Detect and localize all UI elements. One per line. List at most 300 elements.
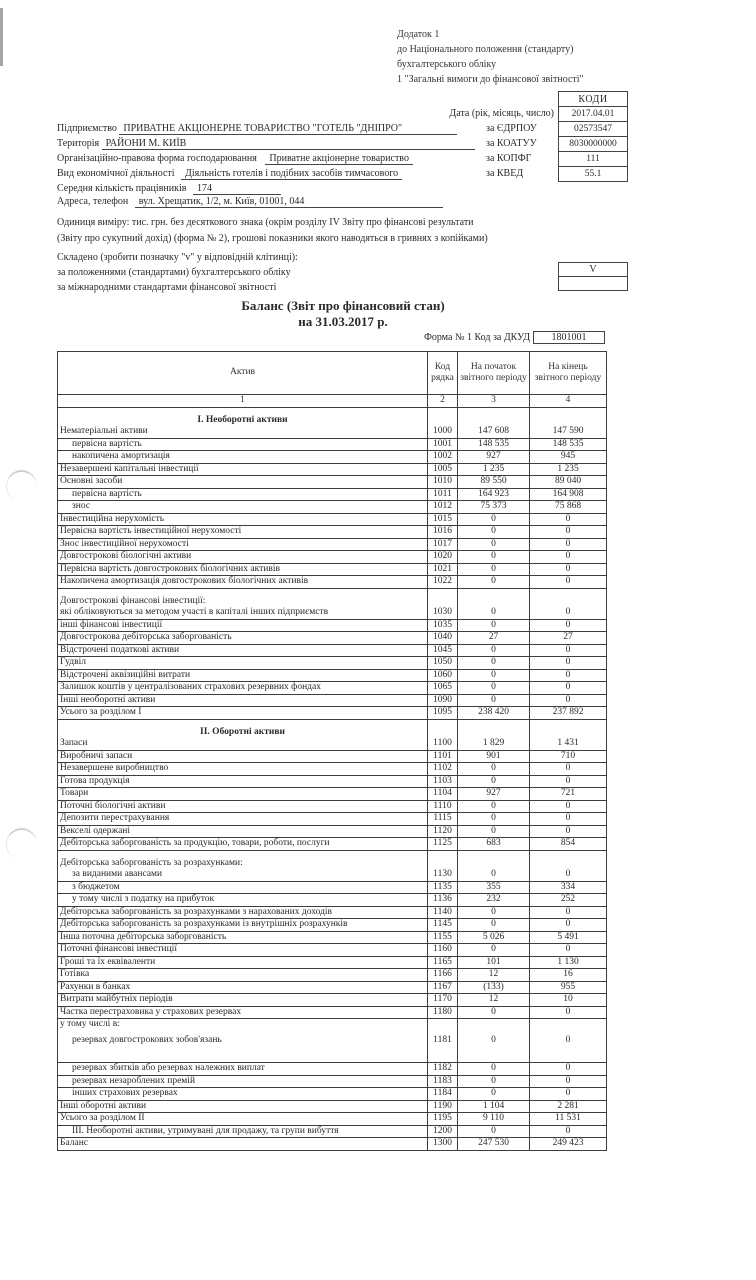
row-code: 1182 (428, 1063, 458, 1076)
row-end-value: 0 (530, 763, 607, 776)
row-code: 1110 (428, 800, 458, 813)
activity-value: Діяльність готелів і подібних засобів тимчасового (181, 168, 402, 180)
row-label-cell (58, 850, 428, 881)
row-label: первісна вартість (72, 488, 142, 499)
table-row (58, 850, 607, 881)
table-row (58, 1088, 607, 1101)
row-start-value: 1 235 (458, 463, 530, 476)
table-row (58, 800, 607, 813)
enterprise-field (57, 123, 457, 135)
row-code: 1021 (428, 563, 458, 576)
standards-checkbox-table (558, 262, 628, 291)
hole-punch-mark (6, 470, 37, 502)
row-start-value: 0 (458, 1075, 530, 1088)
address-label: Адреса, телефон (57, 196, 129, 207)
row-start-value: 355 (458, 881, 530, 894)
row-label: Інша поточна дебіторська заборгованість (60, 931, 227, 942)
table-row (58, 956, 607, 969)
row-label-heading: Дебіторська заборгованість за розрахунками: (60, 857, 243, 868)
row-start-value: 89 550 (458, 476, 530, 489)
dkud-code: 1801001 (533, 331, 605, 344)
row-label: Довгострокові біологічні активи (60, 551, 192, 561)
table-row (58, 682, 607, 695)
row-label: Готівка (60, 969, 90, 979)
row-start-value: 0 (458, 813, 530, 826)
row-end-value: 89 040 (530, 476, 607, 489)
row-label: інших страхових резервах (72, 1088, 178, 1098)
row-label: Дебіторська заборгованість за розрахунками з нарахованих доходів (60, 906, 333, 917)
row-label: Первісна вартість інвестиційної нерухомості (60, 526, 242, 536)
header-start: На початок звітного періоду (458, 352, 530, 395)
table-row (58, 407, 607, 438)
row-code: 1136 (428, 894, 458, 907)
row-label-cell (58, 644, 428, 657)
row-start-value: 27 (458, 632, 530, 645)
row-end-value: 148 535 (530, 438, 607, 451)
table-row (58, 657, 607, 670)
row-code: 1125 (428, 838, 458, 851)
row-label: Інші необоротні активи (60, 694, 156, 705)
row-label: які обліковуються за методом участі в капіталі інших підприємств (60, 607, 329, 617)
table-row (58, 919, 607, 932)
table-row (58, 906, 607, 919)
row-label-cell (58, 669, 428, 682)
row-label-cell (58, 707, 428, 720)
row-label-cell (58, 657, 428, 670)
row-label-cell (58, 694, 428, 707)
table-row (58, 1138, 607, 1151)
legal-form-label: Організаційно-правова форма господарювання (57, 153, 257, 164)
row-start-value: 0 (458, 850, 530, 881)
row-label: Основні засоби (60, 476, 123, 486)
row-start-value: 0 (458, 644, 530, 657)
row-label-cell (58, 825, 428, 838)
table-row (58, 881, 607, 894)
table-row (58, 619, 607, 632)
row-code: 1012 (428, 501, 458, 514)
row-label: Дебіторська заборгованість за продукцію, товари, роботи, послуги (60, 838, 330, 848)
row-code: 1140 (428, 906, 458, 919)
kopfg-label: за КОПФГ (486, 153, 532, 164)
row-end-value: 0 (530, 682, 607, 695)
international-standards-checkbox[interactable] (559, 277, 628, 291)
row-label: Відстрочені аквізиційні витрати (60, 669, 191, 680)
row-start-value: 0 (458, 800, 530, 813)
scan-edge-mark (0, 8, 3, 66)
row-label-cell (58, 407, 428, 438)
activity-label: Вид економічної діяльності (57, 168, 175, 179)
row-label-cell (58, 763, 428, 776)
table-row (58, 538, 607, 551)
row-label: первісна вартість (72, 438, 142, 449)
row-label: Дебіторська заборгованість за розрахунками із внутрішніх розрахунків (60, 919, 348, 929)
row-start-value: 0 (458, 538, 530, 551)
unit-note (57, 215, 597, 247)
row-end-value: 0 (530, 944, 607, 957)
row-label: Запаси (60, 738, 88, 748)
annex-line: бухгалтерського обліку (397, 59, 497, 70)
row-code: 1011 (428, 488, 458, 501)
row-code: 1020 (428, 551, 458, 564)
row-end-value: 0 (530, 906, 607, 919)
row-label-cell (58, 881, 428, 894)
row-label: Векселі одержані (60, 825, 131, 836)
row-start-value: 0 (458, 1019, 530, 1063)
unit-note-line: Одиниця виміру: тис. грн. без десяткового знака (окрім розділу IV Звіту про фінансові результати (57, 217, 474, 228)
row-code: 1001 (428, 438, 458, 451)
table-row (58, 551, 607, 564)
row-label-cell (58, 931, 428, 944)
row-code: 1130 (428, 850, 458, 881)
row-end-value: 1 235 (530, 463, 607, 476)
row-label-cell (58, 513, 428, 526)
table-row (58, 707, 607, 720)
row-end-value: 945 (530, 451, 607, 464)
row-code: 1180 (428, 1006, 458, 1019)
table-row (58, 463, 607, 476)
hole-punch-mark (6, 828, 37, 860)
row-label-cell (58, 800, 428, 813)
employees-field (57, 183, 281, 195)
row-label-cell (58, 1088, 428, 1101)
row-code: 1195 (428, 1113, 458, 1126)
row-end-value: 0 (530, 619, 607, 632)
table-row (58, 981, 607, 994)
row-label-cell (58, 488, 428, 501)
row-code: 1103 (428, 775, 458, 788)
row-label: інші фінансові інвестиції (60, 619, 163, 630)
row-label-cell (58, 438, 428, 451)
row-label-cell (58, 981, 428, 994)
edrpou-value: 02573547 (559, 122, 628, 137)
row-end-value: 0 (530, 850, 607, 881)
row-start-value: 0 (458, 1088, 530, 1101)
date-value: 2017.04.01 (559, 107, 628, 122)
annex-line: Додаток 1 (397, 29, 440, 40)
row-start-value: 0 (458, 669, 530, 682)
row-start-value: 238 420 (458, 707, 530, 720)
row-code: 1010 (428, 476, 458, 489)
table-row (58, 1063, 607, 1076)
row-code: 1155 (428, 931, 458, 944)
row-end-value: 237 892 (530, 707, 607, 720)
row-code: 1135 (428, 881, 458, 894)
row-end-value: 0 (530, 1075, 607, 1088)
legal-form-field (57, 153, 413, 165)
row-label-cell (58, 588, 428, 619)
row-code: 1016 (428, 526, 458, 539)
table-row (58, 1100, 607, 1113)
row-code: 1005 (428, 463, 458, 476)
row-end-value: 721 (530, 788, 607, 801)
row-code: 1040 (428, 632, 458, 645)
address-value: вул. Хрещатик, 1/2, м. Київ, 01001, 044 (135, 196, 443, 208)
row-label: Нематеріальні активи (60, 426, 148, 436)
row-end-value: 0 (530, 1019, 607, 1063)
row-label-cell (58, 813, 428, 826)
row-label-cell (58, 1100, 428, 1113)
row-label: Гудвіл (60, 657, 86, 667)
row-label: Гроші та їх еквіваленти (60, 956, 156, 967)
row-start-value: 0 (458, 682, 530, 695)
row-start-value: 927 (458, 788, 530, 801)
row-start-value: 0 (458, 944, 530, 957)
row-start-value: 901 (458, 750, 530, 763)
row-end-value: 0 (530, 1088, 607, 1101)
row-code: 1002 (428, 451, 458, 464)
koatuu-value: 8030000000 (559, 137, 628, 152)
row-label: резервах довгострокових зобов'язань (72, 1034, 222, 1045)
koatuu-label: за КОАТУУ (486, 138, 537, 149)
employees-value: 174 (193, 183, 281, 195)
row-code: 1145 (428, 919, 458, 932)
row-start-value: 0 (458, 657, 530, 670)
row-end-value: 249 423 (530, 1138, 607, 1151)
row-label: Первісна вартість довгострокових біологічних активів (60, 563, 280, 574)
table-row (58, 644, 607, 657)
row-start-value: 0 (458, 563, 530, 576)
row-label: Інвестиційна нерухомість (60, 513, 165, 524)
table-row (58, 813, 607, 826)
row-code: 1104 (428, 788, 458, 801)
row-start-value: 0 (458, 1006, 530, 1019)
row-label-cell (58, 719, 428, 750)
codes-header: КОДИ (559, 92, 628, 107)
row-label: Відстрочені податкові активи (60, 644, 180, 655)
row-code: 1102 (428, 763, 458, 776)
kved-label: за КВЕД (486, 168, 524, 179)
row-label-cell (58, 632, 428, 645)
row-end-value: 0 (530, 588, 607, 619)
annex-line: 1 "Загальні вимоги до фінансової звітності" (397, 74, 584, 85)
row-start-value: 0 (458, 694, 530, 707)
kved-value: 55.1 (559, 167, 628, 182)
row-code: 1160 (428, 944, 458, 957)
row-label-cell (58, 919, 428, 932)
table-row (58, 669, 607, 682)
row-end-value: 5 491 (530, 931, 607, 944)
row-end-value: 0 (530, 526, 607, 539)
row-end-value: 147 590 (530, 407, 607, 438)
row-start-value: 927 (458, 451, 530, 464)
row-end-value: 164 908 (530, 488, 607, 501)
document-title: Баланс (Звіт про фінансовий стан) (241, 298, 445, 313)
row-end-value: 0 (530, 694, 607, 707)
row-end-value: 0 (530, 1063, 607, 1076)
edrpou-label: за ЄДРПОУ (486, 123, 537, 134)
table-row (58, 576, 607, 589)
row-label-cell (58, 1075, 428, 1088)
col-number: 3 (458, 395, 530, 408)
row-label-cell (58, 788, 428, 801)
row-code: 1022 (428, 576, 458, 589)
row-label: за виданими авансами (72, 869, 163, 879)
row-label-cell (58, 451, 428, 464)
table-row (58, 775, 607, 788)
row-label: Інші оборотні активи (60, 1100, 147, 1111)
row-end-value: 854 (530, 838, 607, 851)
row-start-value: 232 (458, 894, 530, 907)
row-label-cell (58, 563, 428, 576)
row-end-value: 0 (530, 644, 607, 657)
table-row (58, 1113, 607, 1126)
row-label: Усього за розділом I (60, 707, 142, 717)
row-label-cell (58, 906, 428, 919)
row-label-heading: у тому числі в: (60, 1019, 120, 1029)
compiled-line: Складено (зробити позначку "v" у відповідній клітинці): (57, 252, 298, 263)
row-end-value: 75 868 (530, 501, 607, 514)
row-code: 1183 (428, 1075, 458, 1088)
table-row (58, 451, 607, 464)
row-end-value: 710 (530, 750, 607, 763)
row-label-cell (58, 1125, 428, 1138)
row-code: 1065 (428, 682, 458, 695)
row-label: Накопичена амортизація довгострокових біологічних активів (60, 576, 309, 586)
col-number: 1 (58, 395, 428, 408)
row-start-value: 0 (458, 825, 530, 838)
national-standards-checkbox[interactable]: V (559, 263, 628, 277)
section-title: II. Оборотні активи (200, 726, 285, 737)
row-code: 1030 (428, 588, 458, 619)
row-code: 1166 (428, 969, 458, 982)
row-label-cell (58, 551, 428, 564)
row-end-value: 0 (530, 1125, 607, 1138)
row-label-cell (58, 775, 428, 788)
row-code: 1181 (428, 1019, 458, 1063)
row-start-value: 164 923 (458, 488, 530, 501)
row-label-cell (58, 750, 428, 763)
table-row (58, 563, 607, 576)
row-code: 1035 (428, 619, 458, 632)
row-code: 1015 (428, 513, 458, 526)
row-end-value: 0 (530, 800, 607, 813)
row-label: III. Необоротні активи, утримувані для продажу, та групи вибуття (72, 1125, 339, 1136)
row-label: Довгострокова дебіторська заборгованість (60, 632, 232, 642)
date-label: Дата (рік, місяць, число) (449, 108, 554, 119)
row-code: 1050 (428, 657, 458, 670)
row-end-value: 0 (530, 775, 607, 788)
row-end-value: 0 (530, 919, 607, 932)
enterprise-label: Підприємство (57, 123, 117, 134)
row-start-value: 147 608 (458, 407, 530, 438)
row-label: резервах збитків або резервах належних виплат (72, 1063, 265, 1073)
form-number (424, 331, 605, 344)
row-label: Готова продукція (60, 775, 130, 786)
row-label: з бюджетом (72, 881, 120, 892)
row-start-value: 0 (458, 1125, 530, 1138)
row-label-cell (58, 501, 428, 514)
table-row (58, 750, 607, 763)
table-row (58, 1019, 607, 1063)
compiled-note (57, 250, 298, 295)
row-label-cell (58, 1063, 428, 1076)
table-row (58, 894, 607, 907)
row-start-value: 5 026 (458, 931, 530, 944)
row-label-heading: Довгострокові фінансові інвестиції: (60, 595, 206, 606)
row-label: Рахунки в банках (60, 981, 131, 992)
table-row (58, 788, 607, 801)
table-row (58, 994, 607, 1007)
row-label: Виробничі запаси (60, 750, 133, 761)
address-field (57, 196, 443, 208)
territory-label: Територія (57, 138, 100, 149)
table-row (58, 488, 607, 501)
table-row (58, 632, 607, 645)
row-code: 1101 (428, 750, 458, 763)
table-row (58, 476, 607, 489)
row-label-cell (58, 994, 428, 1007)
row-start-value: 0 (458, 919, 530, 932)
row-label-cell (58, 682, 428, 695)
compiled-line: за міжнародними стандартами фінансової звітності (57, 282, 277, 293)
table-row (58, 513, 607, 526)
row-end-value: 16 (530, 969, 607, 982)
row-end-value: 2 281 (530, 1100, 607, 1113)
row-label: Витрати майбутніх періодів (60, 994, 173, 1004)
row-label: Поточні біологічні активи (60, 800, 166, 811)
enterprise-value: ПРИВАТНЕ АКЦІОНЕРНЕ ТОВАРИСТВО "ГОТЕЛЬ "ДНІПРО" (119, 123, 457, 135)
row-end-value: 1 130 (530, 956, 607, 969)
row-code: 1045 (428, 644, 458, 657)
row-start-value: 0 (458, 775, 530, 788)
row-end-value: 0 (530, 1006, 607, 1019)
table-row (58, 588, 607, 619)
row-label: Частка перестраховика у страхових резервах (60, 1006, 242, 1017)
col-number: 2 (428, 395, 458, 408)
row-start-value: 0 (458, 513, 530, 526)
header-end: На кінець звітного періоду (530, 352, 607, 395)
form-label: Форма № 1 Код за ДКУД (424, 332, 531, 343)
row-code: 1100 (428, 719, 458, 750)
row-code: 1017 (428, 538, 458, 551)
table-row (58, 763, 607, 776)
row-end-value: 0 (530, 513, 607, 526)
row-label-cell (58, 538, 428, 551)
row-start-value: 0 (458, 906, 530, 919)
row-label-cell (58, 526, 428, 539)
row-code: 1120 (428, 825, 458, 838)
row-code: 1200 (428, 1125, 458, 1138)
compiled-line: за положеннями (стандартами) бухгалтерського обліку (57, 267, 291, 278)
row-end-value: 1 431 (530, 719, 607, 750)
codes-table (558, 91, 628, 182)
table-row (58, 969, 607, 982)
row-end-value: 10 (530, 994, 607, 1007)
row-code: 1190 (428, 1100, 458, 1113)
row-code: 1167 (428, 981, 458, 994)
row-label: знос (72, 501, 91, 511)
row-label-cell (58, 619, 428, 632)
row-end-value: 334 (530, 881, 607, 894)
row-label-cell (58, 969, 428, 982)
row-start-value: 0 (458, 763, 530, 776)
kopfg-value: 111 (559, 152, 628, 167)
row-end-value: 0 (530, 669, 607, 682)
row-label: Усього за розділом II (60, 1113, 145, 1123)
row-start-value: 148 535 (458, 438, 530, 451)
row-label-cell (58, 956, 428, 969)
row-end-value: 27 (530, 632, 607, 645)
row-end-value: 955 (530, 981, 607, 994)
table-row (58, 1006, 607, 1019)
table-row (58, 931, 607, 944)
row-end-value: 11 531 (530, 1113, 607, 1126)
row-start-value: 1 104 (458, 1100, 530, 1113)
row-end-value: 0 (530, 563, 607, 576)
employees-label: Середня кількість працівників (57, 183, 187, 194)
row-label-cell (58, 838, 428, 851)
header-code: Код рядка (428, 352, 458, 395)
